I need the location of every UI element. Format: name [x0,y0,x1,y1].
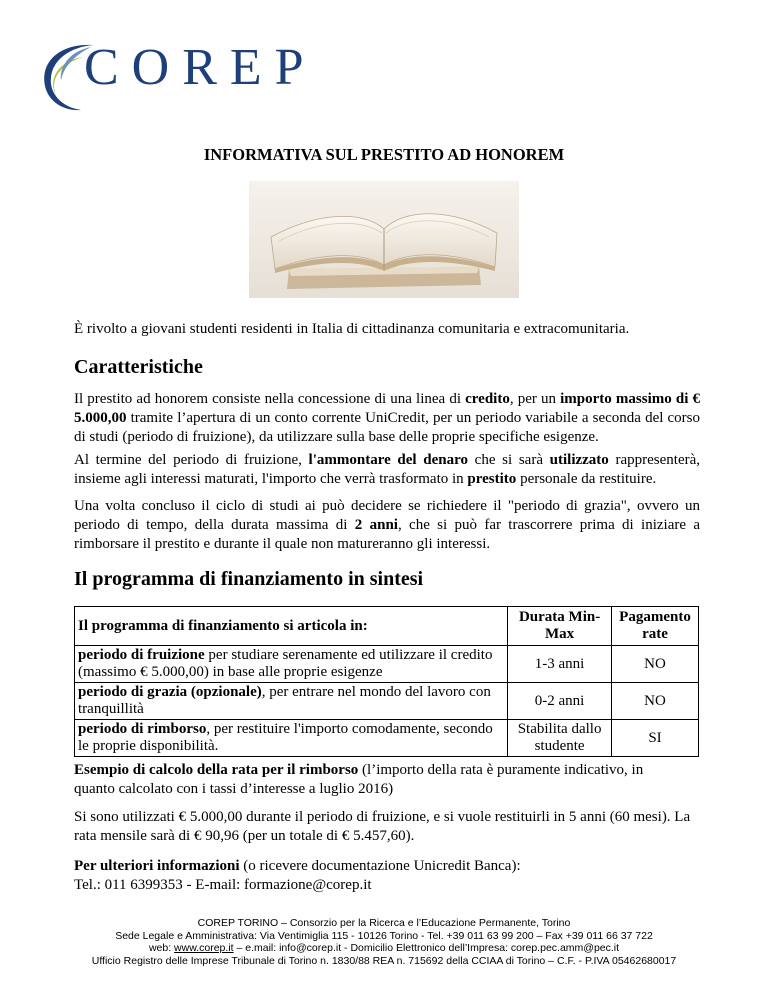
page-title: INFORMATIVA SUL PRESTITO AD HONOREM [203,145,565,164]
table-header-row [75,607,699,646]
table-cell-periodo: periodo di rimborso, per restituire l'importo comodamente, secondo le proprie disponibilità. [75,720,508,757]
table-cell-pagamento: NO [612,646,699,683]
paragraph-grazia: Una volta concluso il ciclo di studi ai può decidere se richiedere il "periodo di grazia", ovvero un periodo di tempo, della durata massima di 2 anni, che si può far trascorrere prima di iniziare a rimborsare il prestito e durante il quale non matureranno gli interessi. [74,498,700,552]
books-image [249,181,519,298]
footer [0,917,768,967]
contact-line2: Tel.: 011 6399353 - E-mail: formazione@corep.it [74,877,372,893]
table-header-durata: Durata Min-Max [508,607,612,646]
table-cell-pagamento: SI [612,720,699,757]
table-cell-durata: Stabilita dallo studente [508,720,612,757]
footer-line4: Ufficio Registro delle Imprese Tribunale di Torino n. 1830/88 REA n. 715692 della CCIAA di Torino – C.F. - P.IVA 05462680017 [91,954,677,967]
table-header-programma: Il programma di finanziamento si articola in: [75,607,508,646]
paragraph-ammontare: Al termine del periodo di fruizione, l'ammontare del denaro che si sarà utilizzato rappresenterà, insieme agli interessi maturati, l'importo che verrà trasformato in prestito personale da restituire. [74,452,701,487]
table-row [75,646,699,683]
example-calc-text: Si sono utilizzati € 5.000,00 durante il periodo di fruizione, e si vuole restituirli in 5 anni (60 mesi). La rata mensile sarà di € 90,96 (per un totale di € 5.457,60). [74,809,691,844]
intro-text: È rivolto a giovani studenti residenti in Italia di cittadinanza comunitaria e extracomunitaria. [74,321,630,337]
paragraph-credito: Il prestito ad honorem consiste nella concessione di una linea di credito, per un importo massimo di € 5.000,00 tramite l’apertura di un conto corrente UniCredit, per un periodo variabile a seconda del corso di studi (periodo di fruizione), da utilizzare sulla base delle proprie specifiche esigenze. [74,391,701,445]
section-heading-caratteristiche: Caratteristiche [74,356,203,378]
example-heading-text: Esempio di calcolo della rata per il rimborso (l’importo della rata è puramente indicativo, in quanto calcolato con i tassi d’interesse a luglio 2016) [74,762,644,797]
logo-text: COREP [84,39,317,96]
contact-line1: Per ulteriori informazioni (o ricevere documentazione Unicredit Banca): [74,858,521,874]
table-header-pagamento: Pagamento rate [612,607,699,646]
table-cell-pagamento: NO [612,683,699,720]
footer-line2: Sede Legale e Amministrativa: Via Ventimiglia 115 - 10126 Torino - Tel. +39 011 63 99 200 – Fax +39 011 66 37 722 [115,929,653,942]
table-row [75,683,699,720]
financing-table [74,606,699,757]
table-cell-durata: 0-2 anni [508,683,612,720]
table-row [75,720,699,757]
table-cell-durata: 1-3 anni [508,646,612,683]
table-cell-periodo: periodo di grazia (opzionale), per entrare nel mondo del lavoro con tranquillità [75,683,508,720]
footer-line1: COREP TORINO – Consorzio per la Ricerca e l’Educazione Permanente, Torino [197,917,571,929]
corep-website-link[interactable]: www.corep.it [174,942,234,954]
table-cell-periodo: periodo di fruizione per studiare serenamente ed utilizzare il credito (massimo € 5.000,00) in base alle proprie esigenze [75,646,508,683]
footer-line3: web: www.corep.it – e.mail: info@corep.it - Domicilio Elettronico dell’Impresa: corep.pec.amm@pec.it [148,942,620,954]
section-heading-programma: Il programma di finanziamento in sintesi [74,568,424,590]
